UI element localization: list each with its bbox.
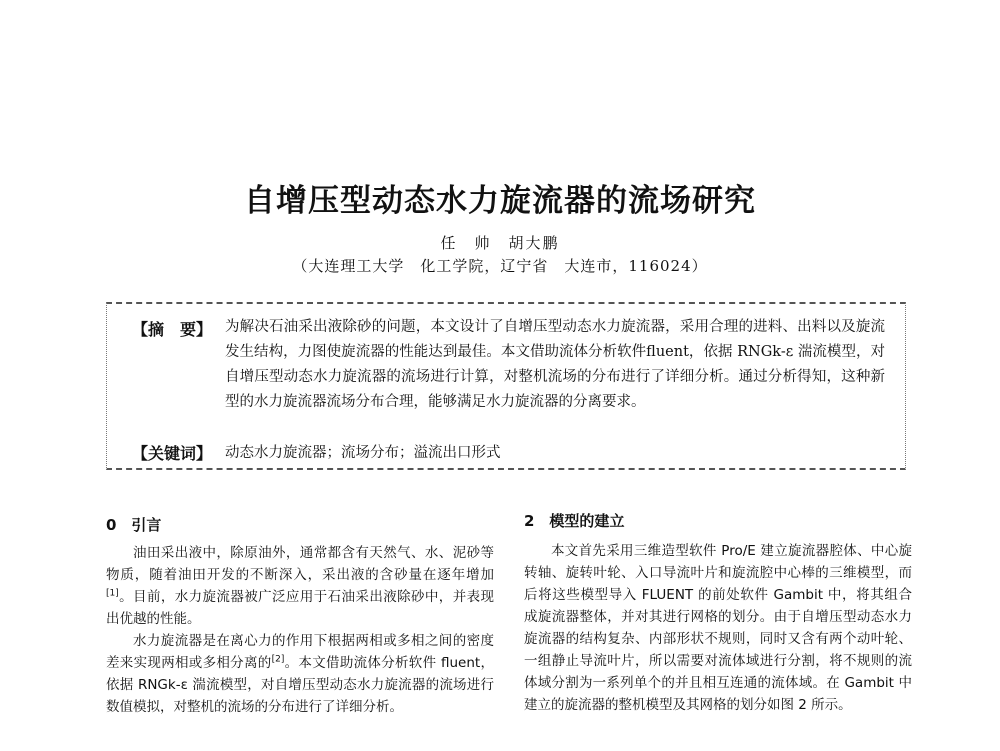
section-0-p2-text-a: 水力旋流器是在离心力的作用下根据两相或多相之间的密度差来实现两相或多相分离的 (106, 633, 494, 671)
keywords-label: 【关键词】 (132, 444, 213, 463)
keywords-text: 动态水力旋流器；流场分布；溢流出口形式 (225, 445, 501, 461)
authors: 任 帅 胡大鹏 (440, 234, 560, 252)
section-0-body (106, 542, 494, 718)
abstract-label: 【摘 要】 (132, 320, 213, 339)
section-0-p2-text-b: 。本文借助流体分析软件 fluent，依据 RNGk-ε 湍流模型，对自增压型动态水力旋流器的流场进行数值模拟，对整机的流场的分布进行了详细分析。 (106, 655, 494, 715)
citation-2: [2] (271, 654, 285, 665)
section-0-heading: 0 引言 (106, 516, 162, 534)
section-0-p1-text-a: 油田采出液中，除原油外，通常都含有天然气、水、泥砂等物质，随着油田开发的不断深入，采出液的含砂量在逐年增加 (106, 545, 494, 583)
abstract-text: 为解决石油采出液除砂的问题，本文设计了自增压型动态水力旋流器，采用合理的进料、出料以及旋流发生结构，力图使旋流器的性能达到最佳。本文借助流体分析软件fluent，依据 RNGk-ε 湍流模型，对自增压型动态水力旋流器的流场进行计算，对整机流场的分布进行了详细分析。通过分析得知，这种新型的水力旋流器流场分布合理，能够满足水力旋流器的分离要求。 (225, 319, 885, 410)
citation-1: [1] (106, 588, 119, 599)
paper-title: 自增压型动态水力旋流器的流场研究 (244, 183, 756, 219)
section-0-p1-text-b: 。目前，水力旋流器被广泛应用于石油采出液除砂中，并表现出优越的性能。 (106, 589, 494, 627)
affiliation: （大连理工大学 化工学院，辽宁省 大连市，116024） (292, 257, 708, 275)
section-0-paragraph-2 (106, 630, 494, 718)
section-2-paragraph-1: 本文首先采用三维造型软件 Pro/E 建立旋流器腔体、中心旋转轴、旋转叶轮、入口导流叶片和旋流腔中心棒的三维模型，而后将这些模型导入 FLUENT 的前处软件 Gambit 中，将其组合成旋流器整体，并对其进行网格的划分。由于自增压型动态水力旋流器的结构复杂、内部形状不规则，同时又含有两个动叶轮、一组静止导流叶片，所以需要对流体域进行分割，将不规则的流体域分割为一系列单个的并且相互连通的流体域。在 Gambit 中建立的旋流器的整机模型及其网格的划分如图 2 所示。 (524, 543, 912, 713)
section-2-body (524, 540, 912, 716)
section-2-heading: 2 模型的建立 (524, 512, 625, 530)
section-0-paragraph-1 (106, 542, 494, 630)
